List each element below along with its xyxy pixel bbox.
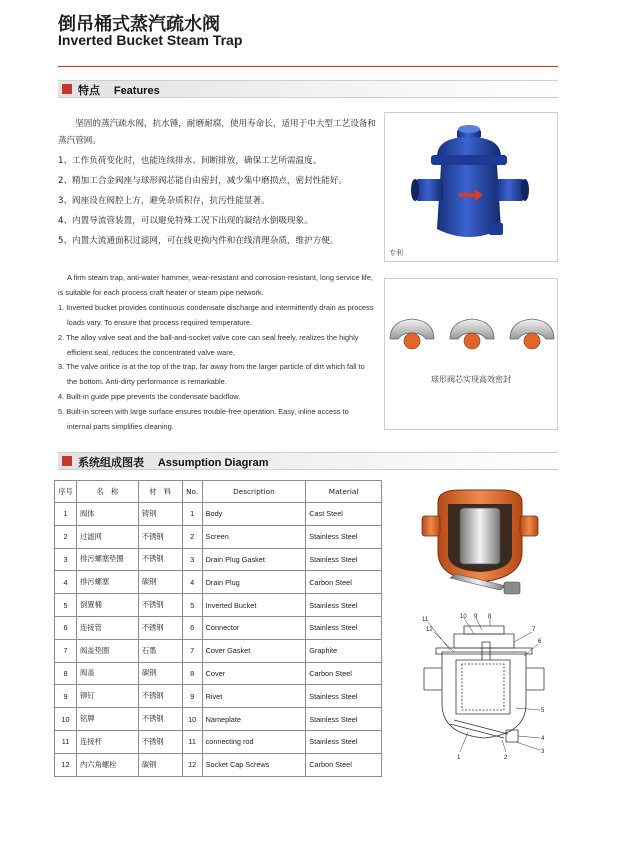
assumption-section-header — [58, 452, 558, 470]
table-cell: Drain Plug — [202, 571, 306, 594]
table-cell: 不锈钢 — [138, 685, 182, 708]
header-name-cn: 名 称 — [76, 481, 138, 503]
table-cell: 3 — [55, 548, 77, 571]
table-cell: 7 — [182, 639, 202, 662]
features-cn-item: 1、工作负荷变化时，也能连续排水、间断排放，确保工艺所需温度。 — [58, 156, 322, 166]
table-cell: Stainless Steel — [306, 685, 382, 708]
table-cell: 不锈钢 — [138, 616, 182, 639]
table-cell: 11 — [55, 730, 77, 753]
assumption-label-en: Assumption Diagram — [157, 457, 269, 469]
steam-trap-image — [385, 113, 559, 263]
table-cell: 不锈钢 — [138, 594, 182, 617]
diagram-label: 10 — [460, 614, 467, 620]
table-cell: 1 — [55, 503, 77, 526]
header-material: Material — [306, 481, 382, 503]
table-cell: 铭牌 — [76, 708, 138, 731]
table-row — [55, 594, 382, 617]
table-cell: 9 — [182, 685, 202, 708]
table-header-row — [55, 481, 382, 503]
features-en — [58, 271, 374, 435]
section-drawing-image — [420, 612, 550, 762]
features-cn-item: 4、内置导流管装置，可以避免特殊工况下出现的凝结水倒吸现象。 — [58, 216, 313, 226]
table-cell: Cover Gasket — [202, 639, 306, 662]
table-body — [55, 503, 382, 777]
table-cell: 10 — [55, 708, 77, 731]
assumption-label-cn: 系统组成图表 — [78, 456, 144, 469]
table-row — [55, 503, 382, 526]
diagram-label: 5 — [541, 708, 545, 714]
table-cell: Cover — [202, 662, 306, 685]
section-marker-icon — [62, 456, 72, 466]
table-cell: 4 — [182, 571, 202, 594]
ball-seal-diagram — [384, 278, 558, 430]
table-row — [55, 571, 382, 594]
table-row — [55, 685, 382, 708]
table-row — [55, 616, 382, 639]
table-cell: 铸钢 — [138, 503, 182, 526]
page-title-en: Inverted Bucket Steam Trap — [58, 32, 243, 48]
table-cell: Carbon Steel — [306, 662, 382, 685]
table-cell: 石墨 — [138, 639, 182, 662]
table-row — [55, 525, 382, 548]
table-row — [55, 548, 382, 571]
table-row — [55, 753, 382, 776]
table-cell: 阀体 — [76, 503, 138, 526]
table-row — [55, 639, 382, 662]
table-cell: 8 — [182, 662, 202, 685]
features-en-item: 3. The valve orifice is at the top of the trap, far away from the larger particle of dirt which fall to the bottom. Anti-dirty performance is remarkable. — [58, 362, 365, 387]
table-cell: 12 — [182, 753, 202, 776]
parts-table — [54, 480, 382, 777]
table-cell: 连接管 — [76, 616, 138, 639]
features-label-cn: 特点 — [78, 84, 100, 97]
table-cell: Carbon Steel — [306, 753, 382, 776]
features-label-en: Features — [113, 85, 160, 97]
product-photo — [384, 112, 558, 262]
table-cell: 5 — [182, 594, 202, 617]
header-material-cn: 材 料 — [138, 481, 182, 503]
table-cell: Socket Cap Screws — [202, 753, 306, 776]
features-en-item: 4. Built-in guide pipe prevents the condensate backflow. — [58, 392, 241, 402]
diagram-label: 2 — [504, 755, 508, 761]
table-cell: 2 — [55, 525, 77, 548]
diagram-label: 11 — [422, 617, 429, 623]
table-cell: 碳钢 — [138, 571, 182, 594]
table-cell: Carbon Steel — [306, 571, 382, 594]
table-cell: 6 — [182, 616, 202, 639]
table-cell: Rivet — [202, 685, 306, 708]
table-row — [55, 730, 382, 753]
header-index-cn: 序号 — [55, 481, 77, 503]
table-cell: Stainless Steel — [306, 616, 382, 639]
features-cn-item: 3、阀座设在阀腔上方，避免杂质积存，抗污性能显著。 — [58, 196, 270, 206]
table-cell: 过滤网 — [76, 525, 138, 548]
table-cell: Nameplate — [202, 708, 306, 731]
table-cell: 碳钢 — [138, 662, 182, 685]
table-cell: Graphite — [306, 639, 382, 662]
table-cell: 排污螺塞垫圈 — [76, 548, 138, 571]
table-cell: Screen — [202, 525, 306, 548]
diagram-label: 3 — [541, 749, 545, 755]
diagram-label: 7 — [532, 627, 536, 633]
features-cn-item: 5、内置大流通面积过滤网，可在线更换内件和在线清理杂质，维护方便。 — [58, 236, 339, 246]
features-en-intro: A firm steam trap, anti-water hammer, wear-resistant and corrosion-resistant, long service life, is suitable for each process craft heater or steam pipe network. — [58, 273, 374, 297]
table-cell: Stainless Steel — [306, 708, 382, 731]
features-en-item: 2. The alloy valve seat and the ball-and-socket valve core can seal freely, realizes the highly efficient seal, reduces the concentrated valve ware. — [58, 332, 359, 357]
header-no: No. — [182, 481, 202, 503]
table-cell: 11 — [182, 730, 202, 753]
cutaway-image — [420, 482, 540, 600]
table-cell: Stainless Steel — [306, 594, 382, 617]
table-cell: Connector — [202, 616, 306, 639]
table-cell: 倒置桶 — [76, 594, 138, 617]
section-drawing — [420, 612, 550, 762]
table-cell: 1 — [182, 503, 202, 526]
table-cell: Cast Steel — [306, 503, 382, 526]
table-cell: Body — [202, 503, 306, 526]
page-title-cn: 倒吊桶式蒸汽疏水阀 — [58, 14, 220, 35]
diagram-label: 8 — [488, 614, 492, 620]
diagram-label: 4 — [541, 736, 545, 742]
features-en-item: 1. Inverted bucket provides continuous condensate discharge and intermittently drain as process loads vary. To ensure that process required temperature. — [58, 302, 374, 327]
table-cell: Drain Plug Gasket — [202, 548, 306, 571]
table-cell: 不锈钢 — [138, 548, 182, 571]
ball-seal-illustration — [385, 279, 559, 369]
table-cell: 10 — [182, 708, 202, 731]
table-cell: 5 — [55, 594, 77, 617]
section-marker-icon — [62, 84, 72, 94]
table-cell: 6 — [55, 616, 77, 639]
table-row — [55, 662, 382, 685]
table-cell: 9 — [55, 685, 77, 708]
table-cell: Stainless Steel — [306, 525, 382, 548]
diagram-label: 12 — [426, 627, 433, 633]
table-cell: 阀盖 — [76, 662, 138, 685]
title-divider — [58, 66, 558, 67]
diagram-label: 9 — [474, 614, 478, 620]
table-cell: 4 — [55, 571, 77, 594]
table-cell: 7 — [55, 639, 77, 662]
diagram-label: 6 — [538, 639, 542, 645]
table-cell: connecting rod — [202, 730, 306, 753]
features-cn-item: 2、精加工合金阀座与球形阀芯能自由密封，减少集中磨损点，密封性能好。 — [58, 176, 348, 186]
table-cell: 阀盖垫圈 — [76, 639, 138, 662]
table-row — [55, 708, 382, 731]
patent-caption: 专利 — [389, 249, 403, 257]
table-cell: 不锈钢 — [138, 730, 182, 753]
table-cell: Inverted Bucket — [202, 594, 306, 617]
table-cell: 3 — [182, 548, 202, 571]
header-description: Description — [202, 481, 306, 503]
table-cell: Stainless Steel — [306, 730, 382, 753]
features-cn — [58, 116, 378, 251]
table-cell: 碳钢 — [138, 753, 182, 776]
cutaway-illustration — [420, 482, 540, 600]
table-cell: 排污螺塞 — [76, 571, 138, 594]
table-cell: 铆钉 — [76, 685, 138, 708]
table-cell: 不锈钢 — [138, 708, 182, 731]
seal-caption: 球形阀芯实现高效密封 — [431, 375, 511, 384]
table-cell: 内六角螺栓 — [76, 753, 138, 776]
table-cell: 12 — [55, 753, 77, 776]
table-cell: 连接杆 — [76, 730, 138, 753]
features-cn-intro: 坚固的蒸汽疏水阀，抗水锤，耐磨耐腐，使用寿命长，适用于中大型工艺设备和蒸汽管网。 — [58, 119, 376, 146]
table-cell: 2 — [182, 525, 202, 548]
features-section-header — [58, 80, 558, 98]
diagram-label: 1 — [457, 755, 461, 761]
features-en-item: 5. Built-in screen with large surface ensures trouble-free operation. Easy, inline access to internal parts simplifies cleaning. — [58, 407, 349, 432]
table-cell: Stainless Steel — [306, 548, 382, 571]
table-cell: 不锈钢 — [138, 525, 182, 548]
table-cell: 8 — [55, 662, 77, 685]
